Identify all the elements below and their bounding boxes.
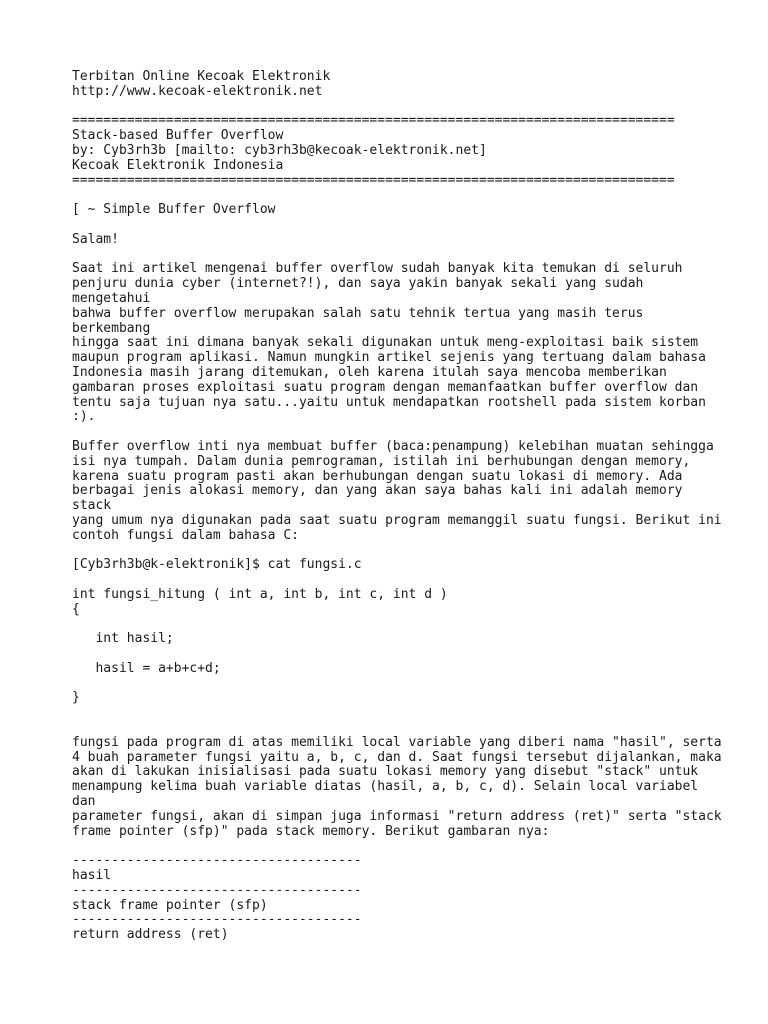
text-line: 4 buah parameter fungsi yaitu a, b, c, dan d. Saat fungsi tersebut dijalankan, maka [72, 749, 722, 765]
text-line: penjuru dunia cyber (internet?!), dan saya yakin banyak sekali yang sudah [72, 276, 644, 292]
text-line: http://www.kecoak-elektronik.net [72, 83, 323, 99]
text-line: :). [72, 409, 96, 425]
text-line: contoh fungsi dalam bahasa C: [72, 527, 299, 543]
blank-line [72, 721, 752, 736]
text-line: return address (ret) [72, 927, 229, 943]
blank-line [72, 100, 752, 115]
text-line: ============================================================================= [72, 113, 675, 129]
text-line: [Cyb3rh3b@k-elektronik]$ cat fungsi.c [72, 557, 362, 573]
blank-line [72, 248, 752, 263]
text-line: ------------------------------------- [72, 882, 362, 898]
blank-line [72, 218, 752, 233]
text-line: yang umum nya digunakan pada saat suatu program memanggil suatu fungsi. Berikut ini [72, 512, 722, 528]
text-line: stack [72, 498, 112, 514]
text-line: menampung kelima buah variable diatas (hasil, a, b, c, d). Selain local variabel [72, 779, 699, 795]
text-line: stack frame pointer (sfp) [72, 897, 268, 913]
blank-line [72, 425, 752, 440]
blank-line [72, 706, 752, 721]
text-line: hingga saat ini dimana banyak sekali digunakan untuk meng-exploitasi baik sistem [72, 335, 699, 351]
text-line: hasil [72, 868, 112, 884]
blank-line [72, 647, 752, 662]
text-line: mengetahui [72, 290, 151, 306]
blank-line [72, 188, 752, 203]
text-line: frame pointer (sfp)" pada stack memory. Berikut gambaran nya: [72, 823, 550, 839]
text-line: isi nya tumpah. Dalam dunia pemrograman, istilah ini berhubungan dengan memory, [72, 453, 691, 469]
text-line: by: Cyb3rh3b [mailto: cyb3rh3b@kecoak-elektronik.net] [72, 142, 487, 158]
text-line: Stack-based Buffer Overflow [72, 128, 284, 144]
blank-line [72, 573, 752, 588]
text-line: bahwa buffer overflow merupakan salah satu tehnik tertua yang masih terus [72, 305, 644, 321]
text-line: Salam! [72, 231, 119, 247]
text-line: hasil = a+b+c+d; [72, 660, 221, 676]
text-line: berbagai jenis alokasi memory, dan yang akan saya bahas kali ini adalah memory [72, 483, 683, 499]
blank-line [72, 839, 752, 854]
text-line: } [72, 690, 80, 706]
text-line: karena suatu program pasti akan berhubungan dengan suatu lokasi di memory. Ada [72, 468, 683, 484]
blank-line [72, 544, 752, 559]
text-line: fungsi pada program di atas memiliki local variable yang diberi nama "hasil", serta [72, 734, 722, 750]
text-line: [ ~ Simple Buffer Overflow [72, 202, 276, 218]
document-body [72, 70, 752, 943]
text-line: { [72, 601, 80, 617]
text-line: ------------------------------------- [72, 912, 362, 928]
text-line: Saat ini artikel mengenai buffer overflow sudah banyak kita temukan di seluruh [72, 261, 683, 277]
text-line: int hasil; [72, 631, 174, 647]
blank-line [72, 617, 752, 632]
text-line: gambaran proses exploitasi suatu program dengan memanfaatkan buffer overflow dan [72, 379, 699, 395]
text-line: ------------------------------------- [72, 853, 362, 869]
text-line: akan di lakukan inisialisasi pada suatu lokasi memory yang disebut "stack" untuk [72, 764, 699, 780]
text-line: Indonesia masih jarang ditemukan, oleh karena itulah saya mencoba memberikan [72, 364, 667, 380]
text-line: tentu saja tujuan nya satu...yaitu untuk mendapatkan rootshell pada sistem korban [72, 394, 706, 410]
text-line: dan [72, 794, 96, 810]
text-line: berkembang [72, 320, 151, 336]
text-line: maupun program aplikasi. Namun mungkin artikel sejenis yang tertuang dalam bahasa [72, 350, 706, 366]
text-line: int fungsi_hitung ( int a, int b, int c, int d ) [72, 586, 448, 602]
text-line: ============================================================================= [72, 172, 675, 188]
text-line: parameter fungsi, akan di simpan juga informasi "return address (ret)" serta "stack [72, 808, 722, 824]
text-line: Buffer overflow inti nya membuat buffer (baca:penampung) kelebihan muatan sehingga [72, 438, 714, 454]
text-line: Terbitan Online Kecoak Elektronik [72, 69, 331, 84]
blank-line [72, 677, 752, 692]
text-line: Kecoak Elektronik Indonesia [72, 157, 284, 173]
